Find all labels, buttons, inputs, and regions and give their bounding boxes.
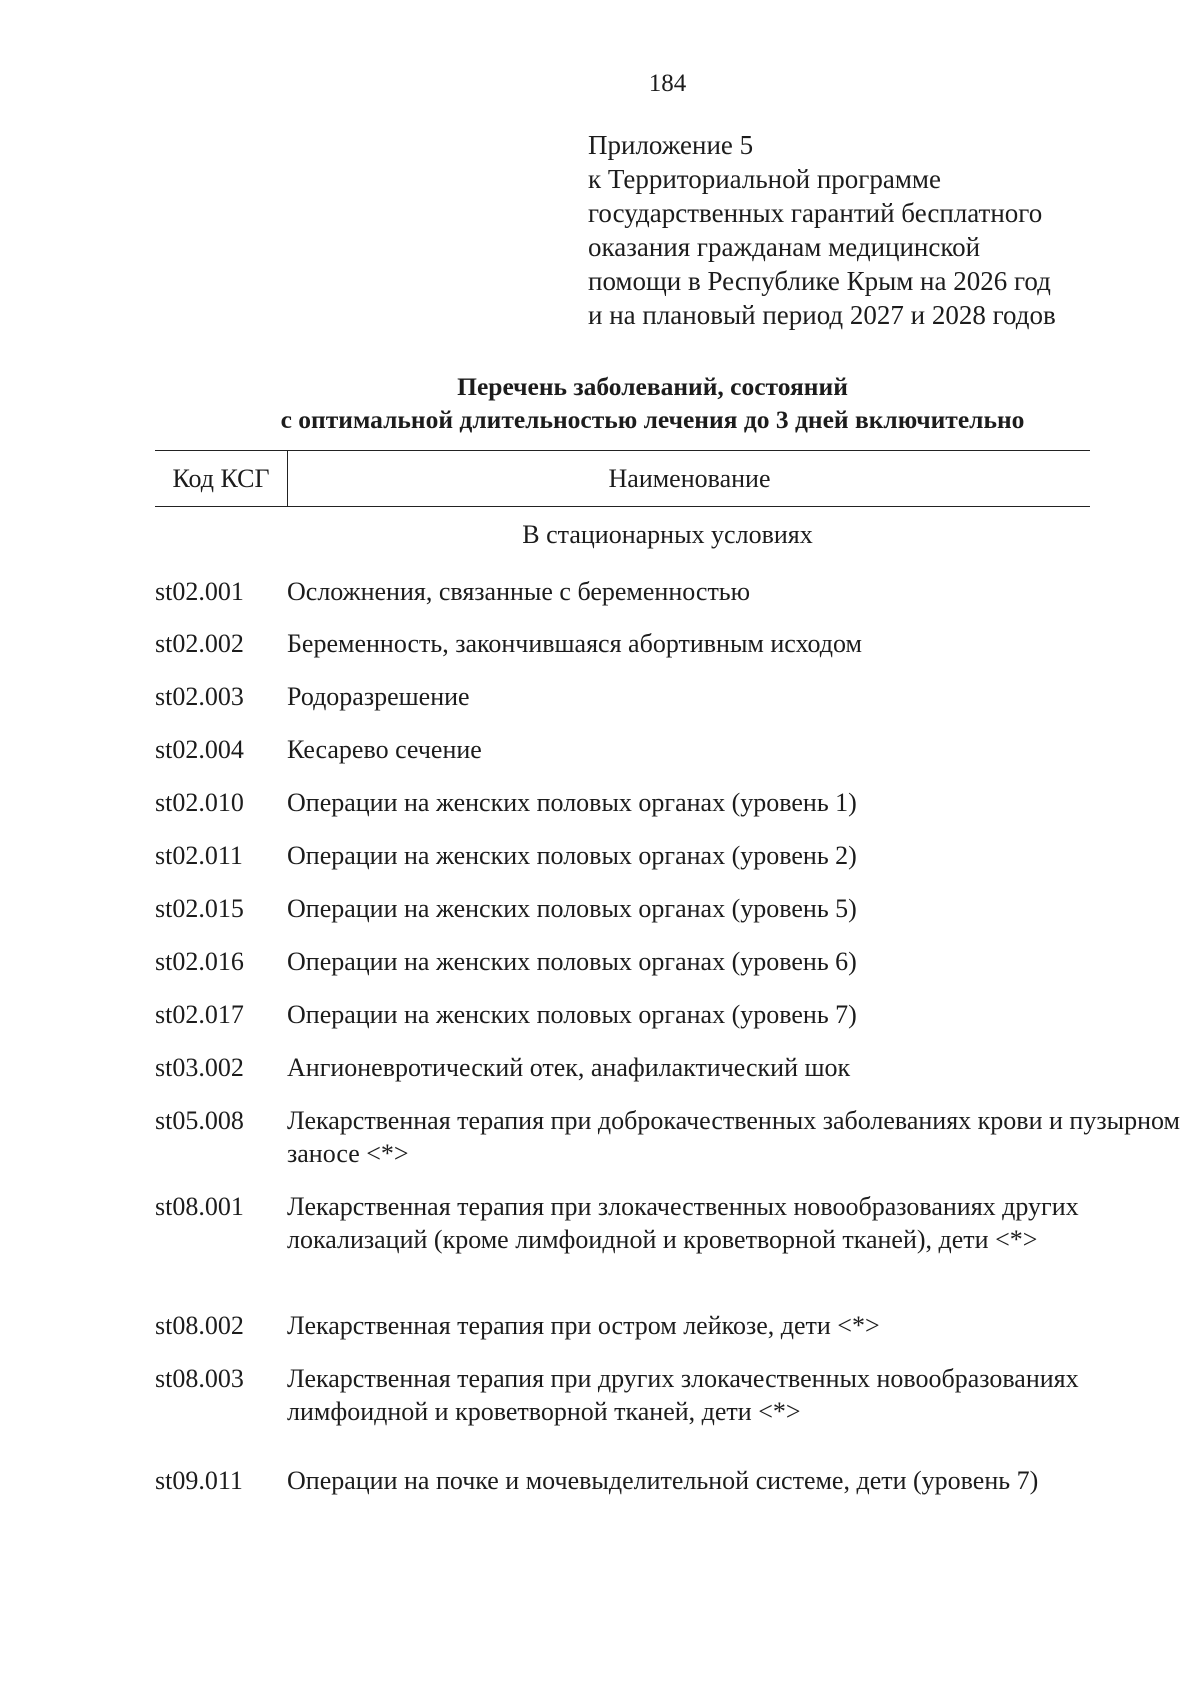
row-code: st08.003 (155, 1364, 244, 1393)
document-title (0, 370, 1200, 436)
page-number: 184 (648, 70, 687, 97)
title-line: с оптимальной длительностью лечения до 3 дней включительно (280, 405, 1025, 434)
appendix-note (588, 128, 1056, 332)
row-name: Кесарево сечение (287, 735, 482, 764)
row-code: st02.015 (155, 894, 244, 923)
row-code: st02.017 (155, 1000, 244, 1029)
row-code: st02.010 (155, 788, 244, 817)
appendix-line: Приложение 5 (588, 130, 754, 160)
row-name: Операции на женских половых органах (уровень 6) (287, 947, 857, 976)
row-name: Лекарственная терапия при злокачественных новообразованиях других локализаций (кроме лимфоидной и кроветворной тканей), дети <*> (287, 1192, 1079, 1254)
column-header-name: Наименование (608, 464, 771, 493)
row-name: Операции на женских половых органах (уровень 7) (287, 1000, 857, 1029)
row-code: st05.008 (155, 1106, 244, 1135)
title-line: Перечень заболеваний, состояний (457, 372, 848, 401)
row-code: st08.002 (155, 1311, 244, 1340)
row-name: Операции на женских половых органах (уровень 1) (287, 788, 857, 817)
appendix-line: оказания гражданам медицинской (588, 232, 981, 262)
row-name: Операции на женских половых органах (уровень 5) (287, 894, 857, 923)
appendix-line: к Территориальной программе (588, 164, 941, 194)
appendix-line: государственных гарантий бесплатного (588, 198, 1043, 228)
appendix-line: и на плановый период 2027 и 2028 годов (588, 300, 1056, 330)
table-section-heading: В стационарных условиях (522, 520, 813, 549)
row-name: Лекарственная терапия при других злокачественных новообразованиях лимфоидной и кроветворной тканей, дети <*> (287, 1364, 1079, 1426)
row-code: st02.003 (155, 682, 244, 711)
column-divider (287, 451, 288, 506)
row-code: st02.001 (155, 577, 244, 606)
row-name: Родоразрешение (287, 682, 470, 711)
row-name: Осложнения, связанные с беременностью (287, 577, 751, 606)
row-code: st09.011 (155, 1466, 243, 1495)
column-header-code: Код КСГ (172, 464, 270, 493)
appendix-line: помощи в Республике Крым на 2026 год (588, 266, 1051, 296)
row-name: Ангионевротический отек, анафилактический шок (287, 1053, 851, 1082)
row-code: st08.001 (155, 1192, 244, 1221)
row-code: st03.002 (155, 1053, 244, 1082)
table-header (155, 450, 1090, 507)
row-name: Операции на почке и мочевыделительной системе, дети (уровень 7) (287, 1466, 1039, 1495)
row-name: Операции на женских половых органах (уровень 2) (287, 841, 857, 870)
row-code: st02.004 (155, 735, 244, 764)
row-code: st02.011 (155, 841, 243, 870)
row-name: Беременность, закончившаяся абортивным исходом (287, 629, 862, 658)
row-code: st02.002 (155, 629, 244, 658)
row-code: st02.016 (155, 947, 244, 976)
row-name: Лекарственная терапия при остром лейкозе, дети <*> (287, 1311, 880, 1340)
row-name: Лекарственная терапия при доброкачественных заболеваниях крови и пузырном заносе <*> (287, 1106, 1180, 1168)
